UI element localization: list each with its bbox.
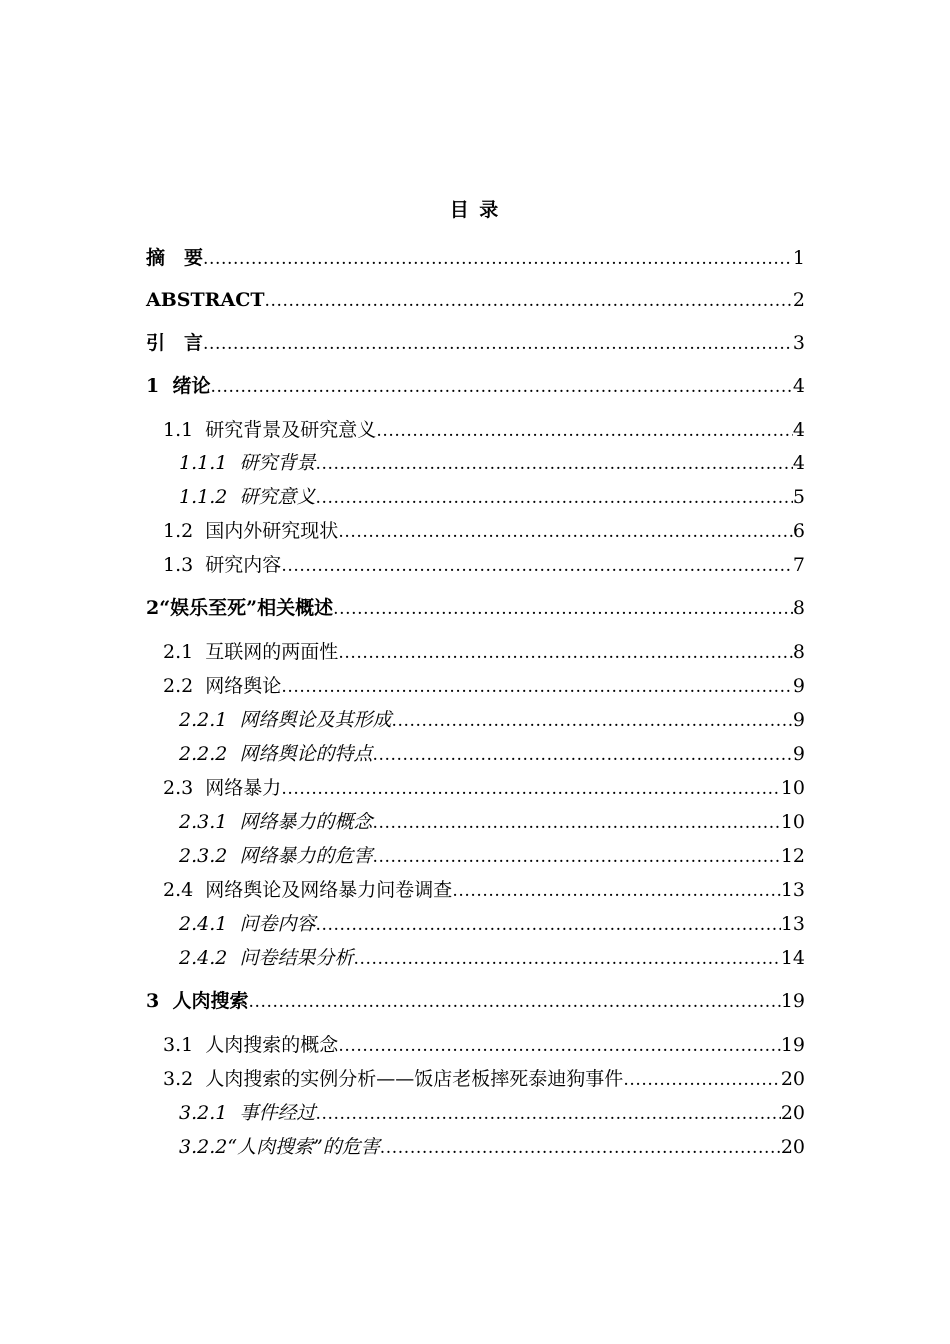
dot-leader [315, 451, 792, 477]
dot-leader [203, 246, 793, 272]
dot-leader [281, 674, 793, 700]
toc-entry[interactable] [146, 911, 805, 937]
toc-entry-title: 绪论 [172, 375, 211, 397]
toc-entry-page: 2 [792, 289, 805, 311]
toc-entry-number: 2.2.1 [179, 709, 240, 731]
toc-entry[interactable] [146, 450, 805, 476]
toc-entry-page: 9 [792, 709, 805, 731]
toc-entry[interactable] [146, 373, 805, 399]
toc-entry-number: 2.4.1 [179, 913, 240, 935]
dot-leader [315, 485, 792, 511]
toc-entry-page: 9 [792, 675, 805, 697]
toc-entry-number: 2.3.2 [179, 845, 240, 867]
toc-entry-number: 1.1 [163, 419, 206, 441]
toc-entry-number: 3.2.1 [179, 1102, 240, 1124]
toc-entry-title: 国内外研究现状 [205, 520, 339, 542]
toc-entry-page: 19 [780, 990, 805, 1012]
toc-entry-number: 2.3 [163, 777, 206, 799]
toc-entry-title: 网络暴力的危害 [239, 845, 373, 867]
dot-leader [315, 912, 780, 938]
toc-entry-page: 4 [792, 419, 805, 441]
toc-entry-title: 网络舆论的特点 [239, 743, 373, 765]
toc-entry[interactable] [146, 1032, 805, 1058]
toc-entry-page: 8 [792, 641, 805, 663]
toc-entry-number: 1.3 [163, 554, 206, 576]
dot-leader [281, 776, 781, 802]
toc-entry-title: ABSTRACT [146, 289, 265, 311]
toc-entry-title: 网络舆论及其形成 [239, 709, 392, 731]
toc-entry[interactable] [146, 484, 805, 510]
toc-entry-number: 2 [146, 597, 160, 619]
dot-leader [353, 946, 780, 972]
toc-entry-page: 7 [792, 554, 805, 576]
toc-entry-page: 4 [792, 375, 805, 397]
toc-entry-number: 1 [146, 375, 173, 397]
toc-entry-page: 4 [792, 452, 805, 474]
toc-entry-title: 研究意义 [239, 486, 316, 508]
toc-entry-title: 事件经过 [239, 1102, 316, 1124]
toc-entry-title: 网络舆论及网络暴力问卷调查 [205, 879, 453, 901]
toc-entry-title: “人肉搜索”的危害 [227, 1136, 380, 1158]
toc-entry[interactable] [146, 809, 805, 835]
toc-entry-page: 8 [792, 597, 805, 619]
toc-entry-page: 20 [780, 1102, 805, 1124]
toc-entry[interactable] [146, 595, 805, 621]
toc-entry-title: 研究背景及研究意义 [205, 419, 377, 441]
toc-entry-title: 问卷内容 [239, 913, 316, 935]
dot-leader [248, 989, 780, 1015]
toc-entry[interactable] [146, 707, 805, 733]
dot-leader [391, 708, 792, 734]
dot-leader [333, 596, 793, 622]
toc-entry-number: 1.1.1 [179, 452, 240, 474]
dot-leader [338, 640, 793, 666]
dot-leader [380, 1135, 781, 1161]
toc-entry-page: 14 [780, 947, 805, 969]
toc-entry-number: 2.4 [163, 879, 206, 901]
toc-entry-number: 1.1.2 [179, 486, 240, 508]
toc-entry[interactable] [146, 639, 805, 665]
toc-entry-page: 20 [780, 1136, 805, 1158]
toc-title: 目 录 [449, 199, 501, 221]
toc-entry-title: 互联网的两面性 [205, 641, 339, 663]
dot-leader [452, 878, 781, 904]
toc-entry-title: 网络舆论 [205, 675, 282, 697]
toc-entry-number: 2.4.2 [179, 947, 240, 969]
toc-entry-page: 19 [780, 1034, 805, 1056]
toc-entry-page: 13 [780, 879, 805, 901]
toc-entry[interactable] [146, 673, 805, 699]
toc-entry-page: 12 [780, 845, 805, 867]
toc-entry-title: “娱乐至死”相关概述 [159, 597, 334, 619]
toc-entry-title: 网络暴力的概念 [239, 811, 373, 833]
toc-entry[interactable] [146, 552, 805, 578]
toc-entry-number: 1.2 [163, 520, 206, 542]
dot-leader [372, 810, 780, 836]
dot-leader [281, 553, 793, 579]
toc-entry-title: 引 言 [146, 332, 204, 354]
toc-entry[interactable] [146, 843, 805, 869]
dot-leader [372, 742, 792, 768]
toc-entry-page: 3 [792, 332, 805, 354]
dot-leader [623, 1067, 781, 1093]
toc-entry-number: 2.2 [163, 675, 206, 697]
toc-entry-number: 2.2.2 [179, 743, 240, 765]
toc-entry[interactable] [146, 518, 805, 544]
dot-leader [210, 374, 792, 400]
dot-leader [338, 519, 793, 545]
dot-leader [372, 844, 780, 870]
toc-entry-page: 5 [792, 486, 805, 508]
toc-entry[interactable] [146, 417, 805, 443]
toc-entry-number: 3.2 [163, 1068, 206, 1090]
dot-leader [315, 1101, 780, 1127]
toc-entry-title: 研究内容 [205, 554, 282, 576]
toc-entry[interactable] [146, 741, 805, 767]
dot-leader [338, 1033, 781, 1059]
dot-leader [203, 331, 793, 357]
toc-entry-page: 1 [792, 247, 805, 269]
toc-entry[interactable] [146, 877, 805, 903]
toc-entry-title: 人肉搜索 [172, 990, 249, 1012]
toc-entry[interactable] [146, 1100, 805, 1126]
toc-entry-page: 13 [780, 913, 805, 935]
toc-entry-page: 6 [792, 520, 805, 542]
toc-entry-number: 3.1 [163, 1034, 206, 1056]
toc-entry-number: 2.1 [163, 641, 206, 663]
toc-entry-title: 人肉搜索的实例分析——饭店老板摔死泰迪狗事件 [205, 1068, 624, 1090]
toc-entry-page: 20 [780, 1068, 805, 1090]
toc-entry[interactable] [146, 1066, 805, 1092]
toc-entry-title: 摘 要 [146, 247, 204, 269]
toc-entry-number: 3.2.2 [179, 1136, 228, 1158]
toc-entry-page: 10 [780, 777, 805, 799]
toc-entry-title: 人肉搜索的概念 [205, 1034, 339, 1056]
toc-entry[interactable] [146, 945, 805, 971]
toc-entry-title: 网络暴力 [205, 777, 282, 799]
toc-entry-page: 9 [792, 743, 805, 765]
toc-entry[interactable] [146, 775, 805, 801]
toc-entry-title: 研究背景 [239, 452, 316, 474]
toc-entry[interactable] [146, 245, 805, 271]
dot-leader [376, 418, 793, 444]
toc-entry[interactable] [146, 330, 805, 356]
toc-entry-title: 问卷结果分析 [239, 947, 354, 969]
toc-entry-number: 3 [146, 990, 173, 1012]
toc-entry[interactable] [146, 988, 805, 1014]
toc-entry-page: 10 [780, 811, 805, 833]
dot-leader [264, 288, 792, 314]
toc-entry[interactable] [146, 287, 805, 313]
toc-entry-number: 2.3.1 [179, 811, 240, 833]
toc-entry[interactable] [146, 1134, 805, 1160]
